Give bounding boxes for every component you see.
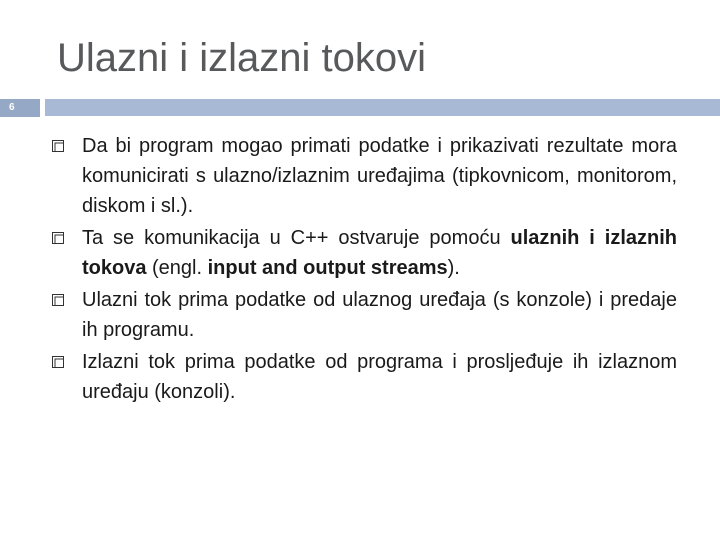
bold-term: input and output streams xyxy=(207,257,448,279)
bullet-text: Izlazni tok prima podatke od programa i prosljeđuje ih izlaznom uređaju (konzoli). xyxy=(82,351,677,403)
bold-term: ulaznih i izlaznih tokova xyxy=(82,227,677,279)
title-divider-bar xyxy=(45,99,720,116)
square-bullet-icon xyxy=(52,223,82,253)
list-item xyxy=(52,285,677,345)
square-bullet-icon xyxy=(52,347,82,377)
bullet-text: Da bi program mogao primati podatke i prikazivati rezultate mora komunicirati s ulazno/izlaznim uređajima (tipkovnicom, monitorom, diskom i sl.). xyxy=(82,135,677,217)
bullet-text: Ta se komunikacija u C++ ostvaruje pomoću ulaznih i izlaznih tokova (engl. input and output streams). xyxy=(82,227,677,279)
list-item xyxy=(52,223,677,283)
square-bullet-icon xyxy=(52,285,82,315)
bullet-list xyxy=(52,131,677,409)
list-item xyxy=(52,347,677,407)
slide-title: Ulazni i izlazni tokovi xyxy=(57,36,427,80)
list-item xyxy=(52,131,677,221)
slide-number-badge: 6 xyxy=(0,99,40,117)
square-bullet-icon xyxy=(52,131,82,161)
bullet-text: Ulazni tok prima podatke od ulaznog uređaja (s konzole) i predaje ih programu. xyxy=(82,289,677,341)
